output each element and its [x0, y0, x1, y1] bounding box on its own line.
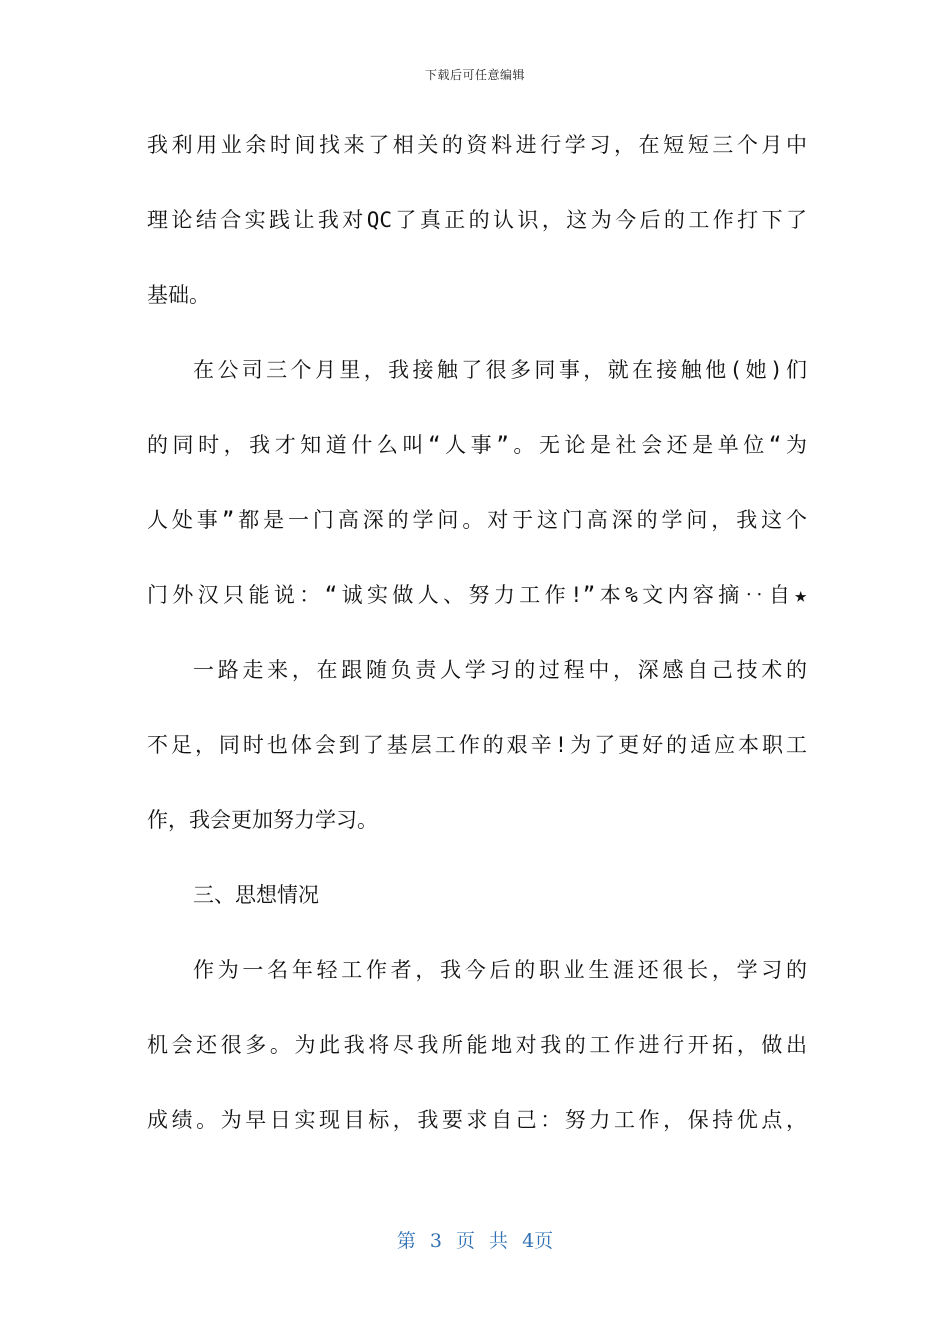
text-line: 一路走来，在跟随负责人学习的过程中，深感自己技术的	[193, 658, 807, 682]
document-body	[147, 124, 807, 1174]
text-line: 作为一名年轻工作者，我今后的职业生涯还很长，学习的	[193, 958, 807, 982]
page-header: 下载后可任意编辑	[424, 68, 525, 82]
text-line: 的同时，我才知道什么叫“人事”。无论是社会还是单位“为	[147, 433, 807, 457]
text-line: 我利用业余时间找来了相关的资料进行学习，在短短三个月中	[147, 133, 807, 157]
text-line: 理论结合实践让我对QC了真正的认识，这为今后的工作打下了	[147, 208, 807, 232]
text-line: 门外汉只能说：“诚实做人、努力工作!”本%文内容摘‥自★	[147, 583, 807, 607]
text-line: 在公司三个月里，我接触了很多同事，就在接触他(她)们	[193, 358, 807, 382]
page-number-footer: 第 3 页 共 4页	[396, 1230, 554, 1252]
text-line: 不足，同时也体会到了基层工作的艰辛!为了更好的适应本职工	[147, 733, 807, 757]
text-line: 成绩。为早日实现目标，我要求自己：努力工作，保持优点，	[147, 1108, 807, 1132]
text-line: 作，我会更加努力学习。	[147, 808, 378, 832]
text-line: 人处事”都是一门高深的学问。对于这门高深的学问，我这个	[147, 508, 807, 532]
text-line: 机会还很多。为此我将尽我所能地对我的工作进行开拓，做出	[147, 1033, 807, 1057]
section-heading: 三、思想情况	[193, 883, 319, 907]
text-line: 基础。	[147, 283, 210, 307]
